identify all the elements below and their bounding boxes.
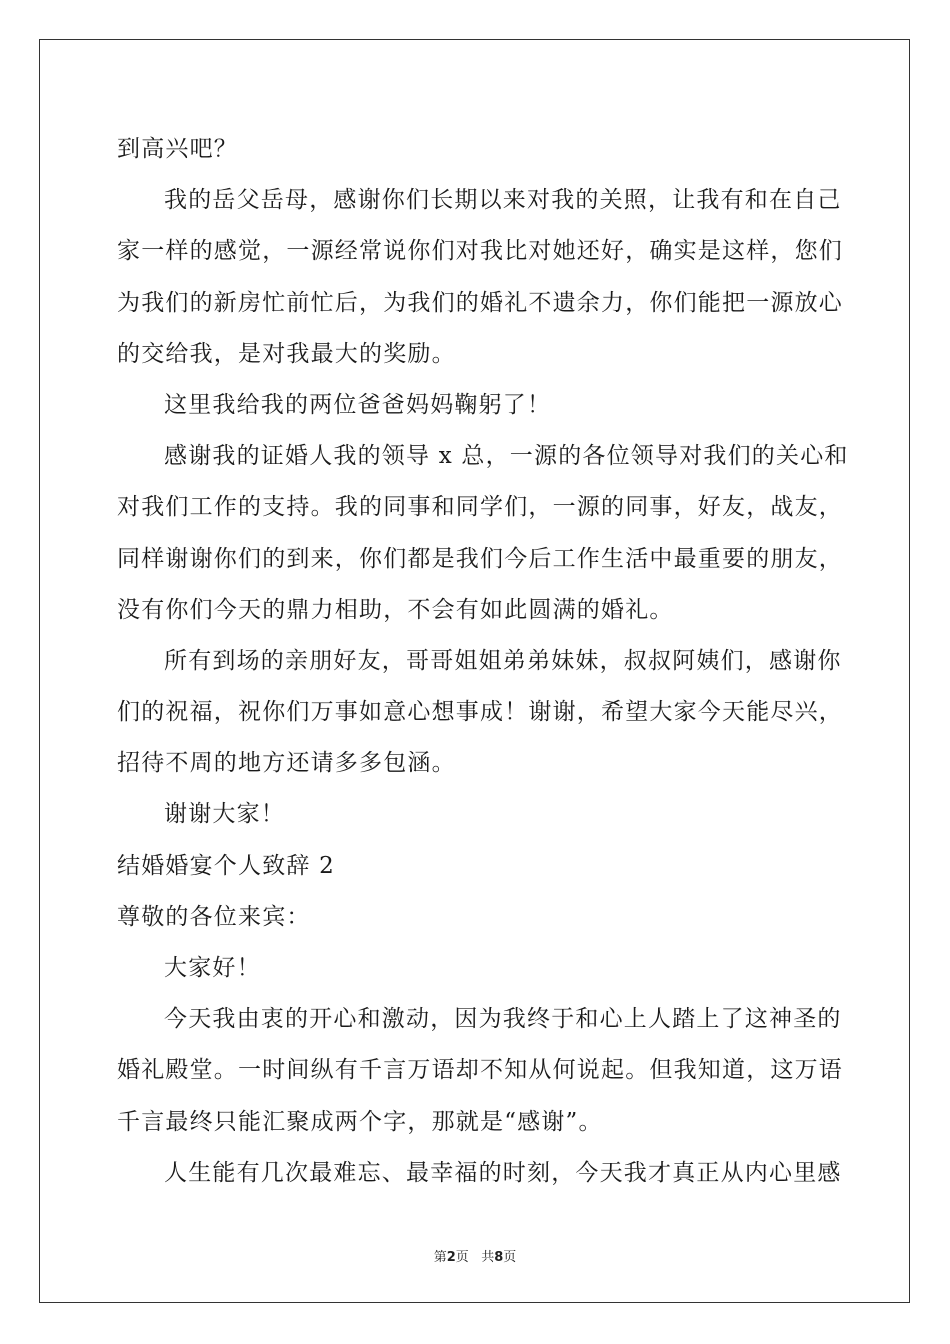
text-line: 所有到场的亲朋好友，哥哥姐姐弟弟妹妹，叔叔阿姨们，感谢你 <box>164 647 842 674</box>
text-line: 我的岳父岳母，感谢你们长期以来对我的关照，让我有和在自己 <box>164 187 842 214</box>
text-line: 的交给我，是对我最大的奖励。 <box>117 340 456 367</box>
text-line: 结婚婚宴个人致辞 2 <box>117 852 335 879</box>
text-line: 这里我给我的两位爸爸妈妈鞠躬了！ <box>164 391 552 418</box>
text-line: 招待不周的地方还请多多包涵。 <box>117 750 456 777</box>
text-line: 今天我由衷的开心和激动，因为我终于和心上人踏上了这神圣的 <box>164 1006 842 1033</box>
text-line: 谢谢大家！ <box>164 801 285 828</box>
text-line: 大家好！ <box>164 955 261 981</box>
text-line: 为我们的新房忙前忙后，为我们的婚礼不遗余力，你们能把一源放心 <box>117 289 843 316</box>
total-pages: 8 <box>494 1250 504 1265</box>
text-line: 们的祝福，祝你们万事如意心想事成！谢谢，希望大家今天能尽兴， <box>117 699 843 726</box>
text-line: 同样谢谢你们的到来，你们都是我们今后工作生活中最重要的朋友， <box>117 545 843 572</box>
document-body <box>117 124 849 1199</box>
text-line: 人生能有几次最难忘、最幸福的时刻，今天我才真正从内心里感 <box>164 1159 842 1186</box>
total-prefix: 共 <box>481 1250 495 1265</box>
text-line: 婚礼殿堂。一时间纵有千言万语却不知从何说起。但我知道，这万语 <box>117 1057 843 1084</box>
text-line: 千言最终只能汇聚成两个字，那就是“感谢”。 <box>117 1108 603 1135</box>
text-line: 没有你们今天的鼎力相助，不会有如此圆满的婚礼。 <box>117 596 674 623</box>
page-suffix: 页 <box>455 1250 469 1265</box>
page-number: 2 <box>446 1250 456 1265</box>
text-line: 尊敬的各位来宾： <box>117 903 311 930</box>
text-line: 到高兴吧？ <box>117 136 238 162</box>
text-line: 家一样的感觉，一源经常说你们对我比对她还好，确实是这样，您们 <box>117 238 843 265</box>
text-line: 对我们工作的支持。我的同事和同学们，一源的同事，好友，战友， <box>117 494 843 521</box>
text-line: 感谢我的证婚人我的领导 x 总，一源的各位领导对我们的关心和 <box>164 443 849 470</box>
page-footer <box>0 1246 950 1265</box>
total-suffix: 页 <box>503 1250 517 1265</box>
page-prefix: 第 <box>433 1250 447 1265</box>
